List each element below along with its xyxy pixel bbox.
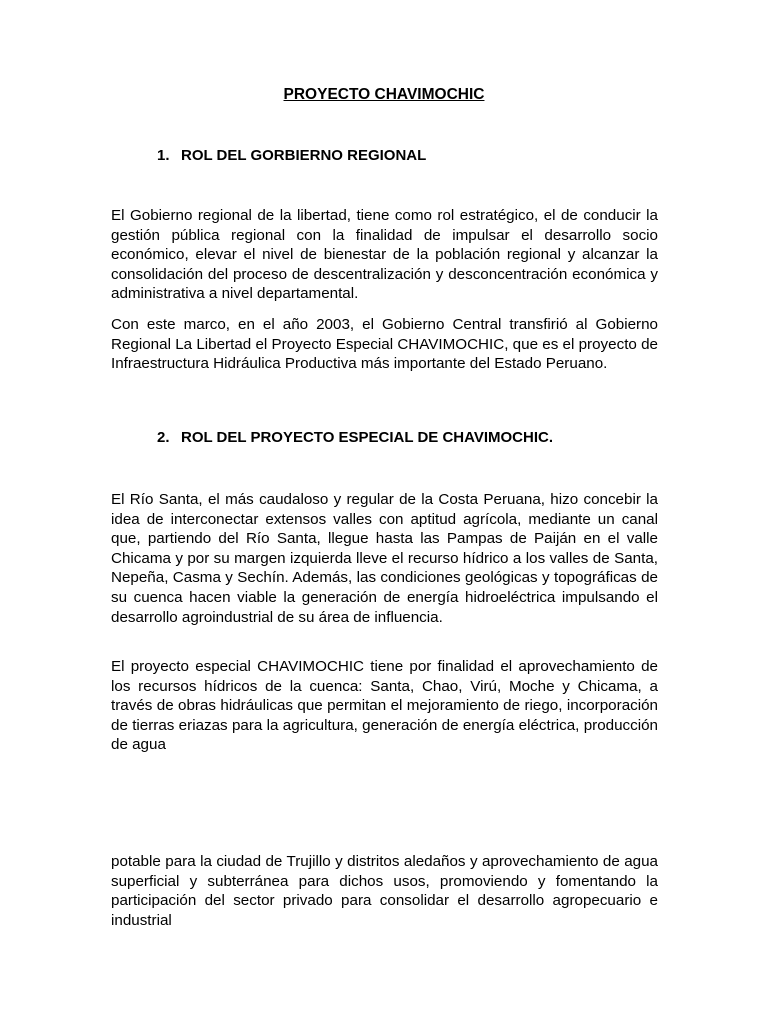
section-2-heading [157, 429, 553, 446]
section-1-paragraph-1: El Gobierno regional de la libertad, tiene como rol estratégico, el de conducir la gestión pública regional con la finalidad de impulsar el desarrollo socio económico, elevar el nivel de bienestar de la población regional y alcanzar la consolidación del proceso de descentralización y desconcentración económica y administrativa a nivel departamental. [111, 207, 658, 303]
section-1-heading [157, 147, 426, 164]
section-1-number: 1. [157, 147, 170, 164]
section-2-heading-text: ROL DEL PROYECTO ESPECIAL DE CHAVIMOCHIC. [181, 429, 553, 446]
section-2-paragraph-2: El proyecto especial CHAVIMOCHIC tiene por finalidad el aprovechamiento de los recursos hídricos de la cuenca: Santa, Chao, Virú, Moche y Chicama, a través de obras hidráulicas que permitan el mejoramiento de riego, incorporación de tierras eriazas para la agricultura, generación de energía eléctrica, producción de agua [111, 658, 658, 754]
section-2-paragraph-1: El Río Santa, el más caudaloso y regular de la Costa Peruana, hizo concebir la idea de interconectar extensos valles con aptitud agrícola, mediante un canal que, partiendo del Río Santa, llegue hasta las Pampas de Paiján en el valle Chicama y por su margen izquierda lleve el recurso hídrico a los valles de Santa, Nepeña, Casma y Sechín. Además, las condiciones geológicas y topográficas de su cuenca hacen viable la generación de energía hidroeléctrica impulsando el desarrollo agroindustrial de su área de influencia. [111, 491, 658, 626]
document-title: PROYECTO CHAVIMOCHIC [283, 86, 485, 103]
section-1-paragraph-2: Con este marco, en el año 2003, el Gobierno Central transfirió al Gobierno Regional La Libertad el Proyecto Especial CHAVIMOCHIC, que es el proyecto de Infraestructura Hidráulica Productiva más importante del Estado Peruano. [111, 316, 658, 373]
section-2-number: 2. [157, 429, 170, 446]
section-2-paragraph-3: potable para la ciudad de Trujillo y distritos aledaños y aprovechamiento de agua superficial y subterránea para dichos usos, promoviendo y fomentando la participación del sector privado para consolidar el desarrollo agropecuario e industrial [111, 853, 658, 929]
section-1-heading-text: ROL DEL GORBIERNO REGIONAL [181, 147, 427, 164]
